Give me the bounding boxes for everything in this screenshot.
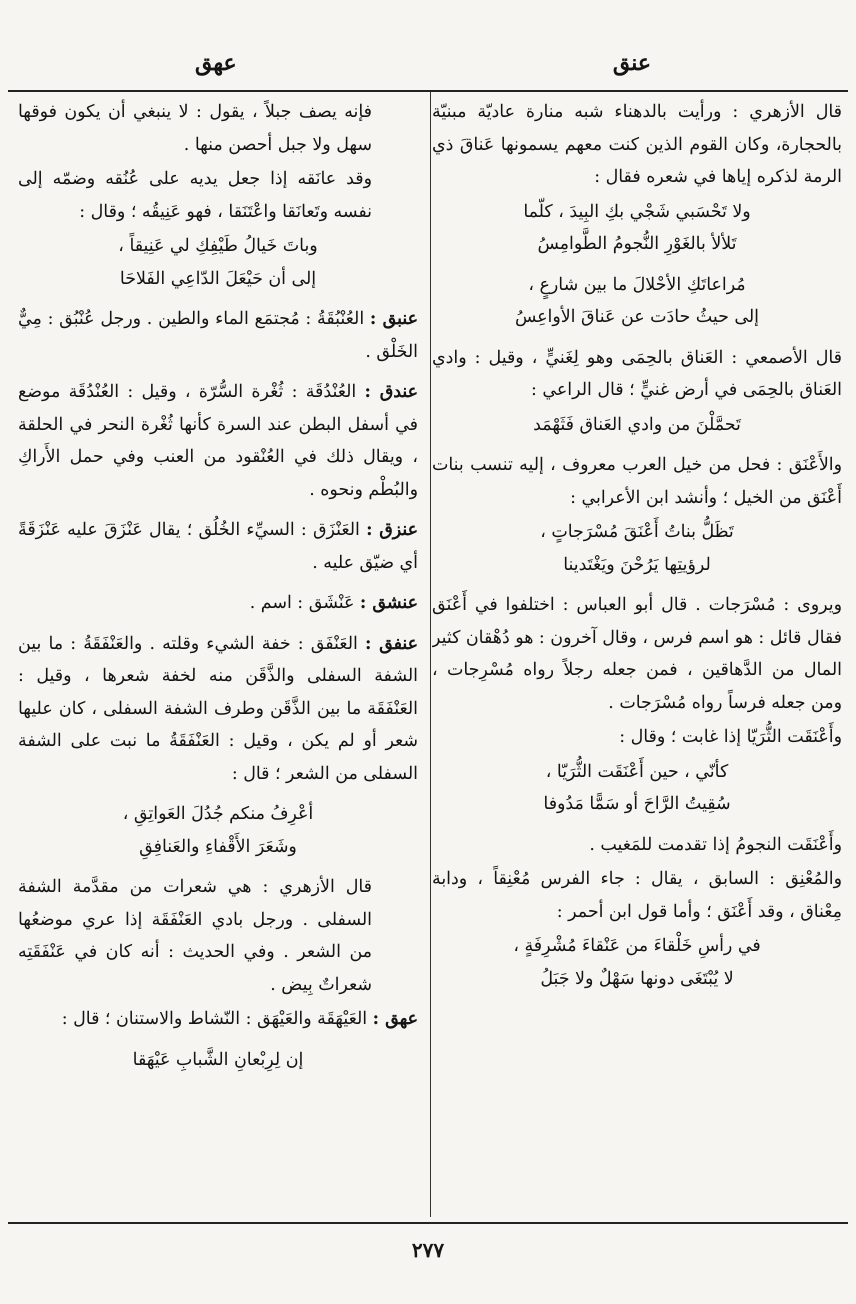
- entry-headword: عندق :: [364, 382, 418, 402]
- entry-anshaq: [18, 587, 418, 620]
- verse-line: لرؤيتِها يَرُحْنَ ويَغْتَدينا: [563, 554, 711, 575]
- verse-line: سُقِيتُ الرَّاحَ أو سَمًّا مَدُوفا: [543, 794, 731, 814]
- entry-headword: عنبق :: [369, 309, 418, 329]
- entry-headword: عنفق :: [364, 633, 418, 654]
- verse-line: لا يُبْتَغَى دونها سَهْلٌ ولا جَبَلُ: [540, 968, 734, 989]
- left-column: [18, 96, 418, 1216]
- verse-line: تَلألأ بالغَوْرِ النُّجومُ الطَّوامِسُ: [537, 234, 737, 254]
- verse-line: إلى أن حَيْعَلَ الدّاعِي الفَلاحَا: [119, 268, 317, 289]
- running-header-right: عنق: [612, 50, 651, 76]
- verse: [432, 269, 842, 334]
- paragraph: قال الأصمعي : العَناق بالحِمَى وهو لِغَنيٍّ ، وقيل : وادي العَناق بالحِمَى في أرض غنيٍّ ؛ قال الراعي :: [432, 347, 842, 400]
- paragraph: قال الأزهري : هي شعرات من مقدَّمة الشفة السفلى . ورجل بادي العَنْفَقَة إذا عري موضعُها من الشعر . وفي الحديث : أنه كان في عَنْفَقَتِه شعراتٌ بِيض .: [18, 877, 372, 995]
- entry-text: عَنْشَق : اسم .: [249, 593, 355, 613]
- verse: [432, 516, 842, 581]
- verse-line: مُراعاتَكِ الأحْلالَ ما بين شارعٍ ،: [528, 274, 746, 295]
- entry-headword: عنشق :: [359, 593, 418, 613]
- verse-line: إلى حيثُ حادَت عن عَناقَ الأواعِسُ: [514, 307, 760, 327]
- verse: [432, 196, 842, 261]
- verse: [18, 1044, 418, 1077]
- paragraph: والأَعْنَق : فحل من خيل العرب معروف ، إليه تنسب بنات أَعْنَق من الخيل ؛ وأنشد ابن الأعرابي :: [432, 455, 842, 508]
- entry-ahaq: [18, 1003, 418, 1036]
- entry-anbaq: [18, 303, 418, 368]
- paragraph: والمُعْنِق : السابق ، يقال : جاء الفرس مُعْنِقاً ، ودابة مِعْناق ، وقد أَعْنَق ؛ وأما قول ابن أحمر :: [432, 869, 842, 922]
- entry-headword: عهق :: [372, 1009, 418, 1029]
- entry-text: العَيْهَقَة والعَيْهَق : النّشاط والاستنان ؛ قال :: [61, 1009, 368, 1029]
- verse: [18, 798, 418, 863]
- paragraph: قال الأزهري : ورأيت بالدهناء شبه منارة عاديّة مبنيّة بالحجارة، وكان القوم الذين كنت معهم يسمونها عَناقَ ذي الرمة لذكره إياها في شعره فقال :: [432, 102, 842, 187]
- verse: [18, 230, 418, 295]
- entry-headword: عنزق :: [366, 520, 418, 540]
- top-rule: [8, 90, 848, 92]
- verse-line: كأنّي ، حين أَعْنَقَت الثُّرَيّا ،: [545, 761, 729, 782]
- entry-anzaq: [18, 514, 418, 579]
- entry-text: العُنْدُقَة : ثُغْرة السُّرّة ، وقيل : العُنْدُقَة موضع في أسفل البطن عند السرة كأنها ثُغْرة النحر في الحلقة ، ويقال ذلك في العُنْقود من العنب وفي حمل الأَراكِ والبُطْم ونحوه .: [18, 382, 418, 500]
- entry-text: العَنْفَق : خفة الشيء وقلته . والعَنْفَقَةُ : ما بين الشفة السفلى والذَّقَن منه لخفة شعرها ، وقيل : العَنْفَقَة ما بين الذَّقَن وطرف الشفة السفلى ، كان عليها شعر أو لم يكن ، وقيل : العَنْفَقَةُ ما نبت على الشفة السفلى من الشعر ؛ قال :: [18, 633, 418, 784]
- verse-line: تَظَلُّ بناتُ أَعْنَقَ مُسْرَجاتٍ ،: [540, 522, 734, 542]
- verse: [432, 409, 842, 442]
- paragraph: وأَعْنَقَت النجومُ إذا تقدمت للمَغيب .: [589, 834, 842, 855]
- entry-anfaq: [18, 628, 418, 791]
- bottom-rule: [8, 1222, 848, 1224]
- verse-line: ولا تَحْسَبي شَجْي بكِ البِيدَ ، كلّما: [523, 201, 751, 222]
- verse: [432, 756, 842, 821]
- running-header-left: عهق: [195, 50, 237, 76]
- verse-line: أعْرِفُ منكم جُدُلَ العَواتِقِ ،: [122, 804, 314, 824]
- column-separator: [430, 92, 431, 1217]
- verse-line: في رأسِ خَلْقاءَ من عَنْقاءَ مُشْرِفَةٍ ،: [513, 936, 761, 956]
- paragraph: وأَعْنَقَت الثُّرَيّا إذا غابت ؛ وقال :: [619, 727, 842, 747]
- paragraph: ويروى : مُسْرَجات . قال أبو العباس : اختلفوا في أَعْنَق فقال قائل : هو اسم فرس ، وقال آخرون : هو دُهْقان كثير المال من الدَّهاقين ، فمن جعله رجلاً رواه مُسْرِجات ، ومن جعله فرساً رواه مُسْرَجات .: [432, 595, 842, 713]
- verse-line: تَحمَّلْنَ من وادي العَناق فَثَهْمَد: [533, 414, 741, 435]
- verse-line: وباتَ خَيالُ طَيْفِكِ لي عَنِيقاً ،: [118, 236, 318, 256]
- entry-text: العُنْبُقَةُ : مُجتمَع الماء والطين . ورجل عُنْبُق : مِيٌّ الخَلْق .: [18, 309, 418, 362]
- right-column: [432, 96, 842, 1216]
- verse-line: وشَعَرَ الأَقْفاءِ والعَنافِقِ: [139, 836, 297, 857]
- paragraph: فإنه يصف جبلاً ، يقول : لا ينبغي أن يكون فوقها سهل ولا جبل أحصن منها .: [18, 102, 372, 155]
- entry-text: العَنْزَق : السيِّء الخُلُق ؛ يقال عَنْزَقَ عليه عَنْزَقَةً أي ضيّق عليه .: [18, 520, 418, 573]
- entry-andaq: [18, 376, 418, 506]
- verse: [432, 930, 842, 995]
- page-number: ٢٧٧: [411, 1238, 445, 1262]
- verse-line: إن لِرِبْعانِ الشَّبابِ عَيْهَقا: [132, 1049, 304, 1070]
- paragraph: وقد عانَقه إذا جعل يديه على عُنُقه وضمّه إلى نفسه وتَعانَقا واعْتَنَقا ، فهو عَنِيقُه ؛ وقال :: [18, 169, 372, 222]
